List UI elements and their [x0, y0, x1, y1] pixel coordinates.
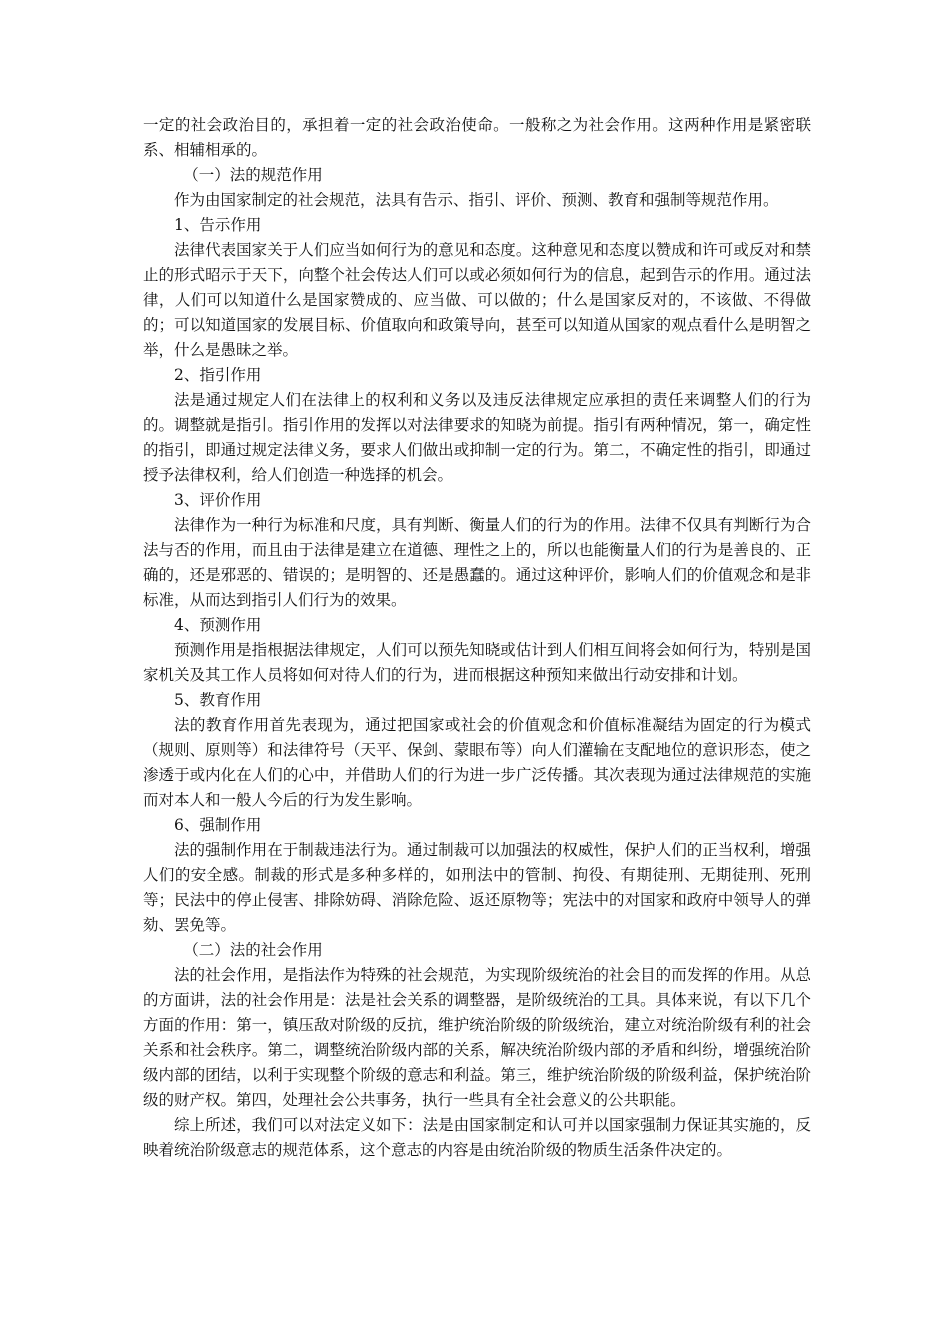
paragraph-coercion: 法的强制作用在于制裁违法行为。通过制裁可以加强法的权威性，保护人们的正当权利，增强人们的安全感。制裁的形式是多种多样的，如刑法中的管制、拘役、有期徒刑、无期徒刑、死刑等；民法中的停止侵害、排除妨碍、消除危险、返还原物等；宪法中的对国家和政府中领导人的弹劾、罢免等。 [143, 841, 811, 934]
section-heading-social: （二）法的社会作用 [183, 941, 323, 959]
paragraph-social: 法的社会作用，是指法作为特殊的社会规范，为实现阶级统治的社会目的而发挥的作用。从总的方面讲，法的社会作用是：法是社会关系的调整器，是阶级统治的工具。具体来说，有以下几个方面的作用：第一，镇压敌对阶级的反抗，维护统治阶级的阶级统治，建立对统治阶级有利的社会关系和社会秩序。第二，调整统治阶级内部的关系，解决统治阶级内部的矛盾和纠纷，增强统治阶级内部的团结，以利于实现整个阶级的意志和利益。第三，维护统治阶级的阶级利益，保护统治阶级的财产权。第四，处理社会公共事务，执行一些具有全社会意义的公共职能。 [143, 966, 811, 1109]
section-heading-normative: （一）法的规范作用 [183, 166, 323, 184]
subheading-evaluation: 3、评价作用 [174, 491, 262, 509]
paragraph-notice: 法律代表国家关于人们应当如何行为的意见和态度。这种意见和态度以赞成和许可或反对和禁止的形式昭示于天下，向整个社会传达人们可以或必须如何行为的信息，起到告示的作用。通过法律，人们可以知道什么是国家赞成的、应当做、可以做的；什么是国家反对的，不该做、不得做的；可以知道国家的发展目标、价值取向和政策导向，甚至可以知道从国家的观点看什么是明智之举，什么是愚昧之举。 [143, 241, 811, 359]
paragraph-education: 法的教育作用首先表现为，通过把国家或社会的价值观念和价值标准凝结为固定的行为模式（规则、原则等）和法律符号（天平、保剑、蒙眼布等）向人们灌输在支配地位的意识形态，使之渗透于或内化在人们的心中，并借助人们的行为进一步广泛传播。其次表现为通过法律规范的实施而对本人和一般人今后的行为发生影响。 [143, 716, 811, 809]
subheading-notice: 1、告示作用 [174, 216, 262, 234]
subheading-education: 5、教育作用 [174, 691, 262, 709]
subheading-coercion: 6、强制作用 [174, 816, 262, 834]
subheading-prediction: 4、预测作用 [174, 616, 262, 634]
paragraph-prediction: 预测作用是指根据法律规定，人们可以预先知晓或估计到人们相互间将会如何行为，特别是国家机关及其工作人员将如何对待人们的行为，进而根据这种预知来做出行动安排和计划。 [143, 641, 811, 684]
paragraph-intro: 一定的社会政治目的，承担着一定的社会政治使命。一般称之为社会作用。这两种作用是紧密联系、相辅相承的。 [143, 116, 811, 159]
paragraph-conclusion: 综上所述，我们可以对法定义如下：法是由国家制定和认可并以国家强制力保证其实施的，反映着统治阶级意志的规范体系，这个意志的内容是由统治阶级的物质生活条件决定的。 [143, 1116, 811, 1159]
paragraph-guidance: 法是通过规定人们在法律上的权利和义务以及违反法律规定应承担的责任来调整人们的行为的。调整就是指引。指引作用的发挥以对法律要求的知晓为前提。指引有两种情况，第一，确定性的指引，即通过规定法律义务，要求人们做出或抑制一定的行为。第二，不确定性的指引，即通过授予法律权利，给人们创造一种选择的机会。 [143, 391, 811, 484]
document-page [143, 113, 811, 1163]
subheading-guidance: 2、指引作用 [174, 366, 262, 384]
paragraph-evaluation: 法律作为一种行为标准和尺度，具有判断、衡量人们的行为的作用。法律不仅具有判断行为合法与否的作用，而且由于法律是建立在道德、理性之上的，所以也能衡量人们的行为是善良的、正确的，还是邪恶的、错误的；是明智的、还是愚蠢的。通过这种评价，影响人们的价值观念和是非标准，从而达到指引人们行为的效果。 [143, 516, 811, 609]
paragraph-normative-summary: 作为由国家制定的社会规范，法具有告示、指引、评价、预测、教育和强制等规范作用。 [174, 191, 779, 209]
